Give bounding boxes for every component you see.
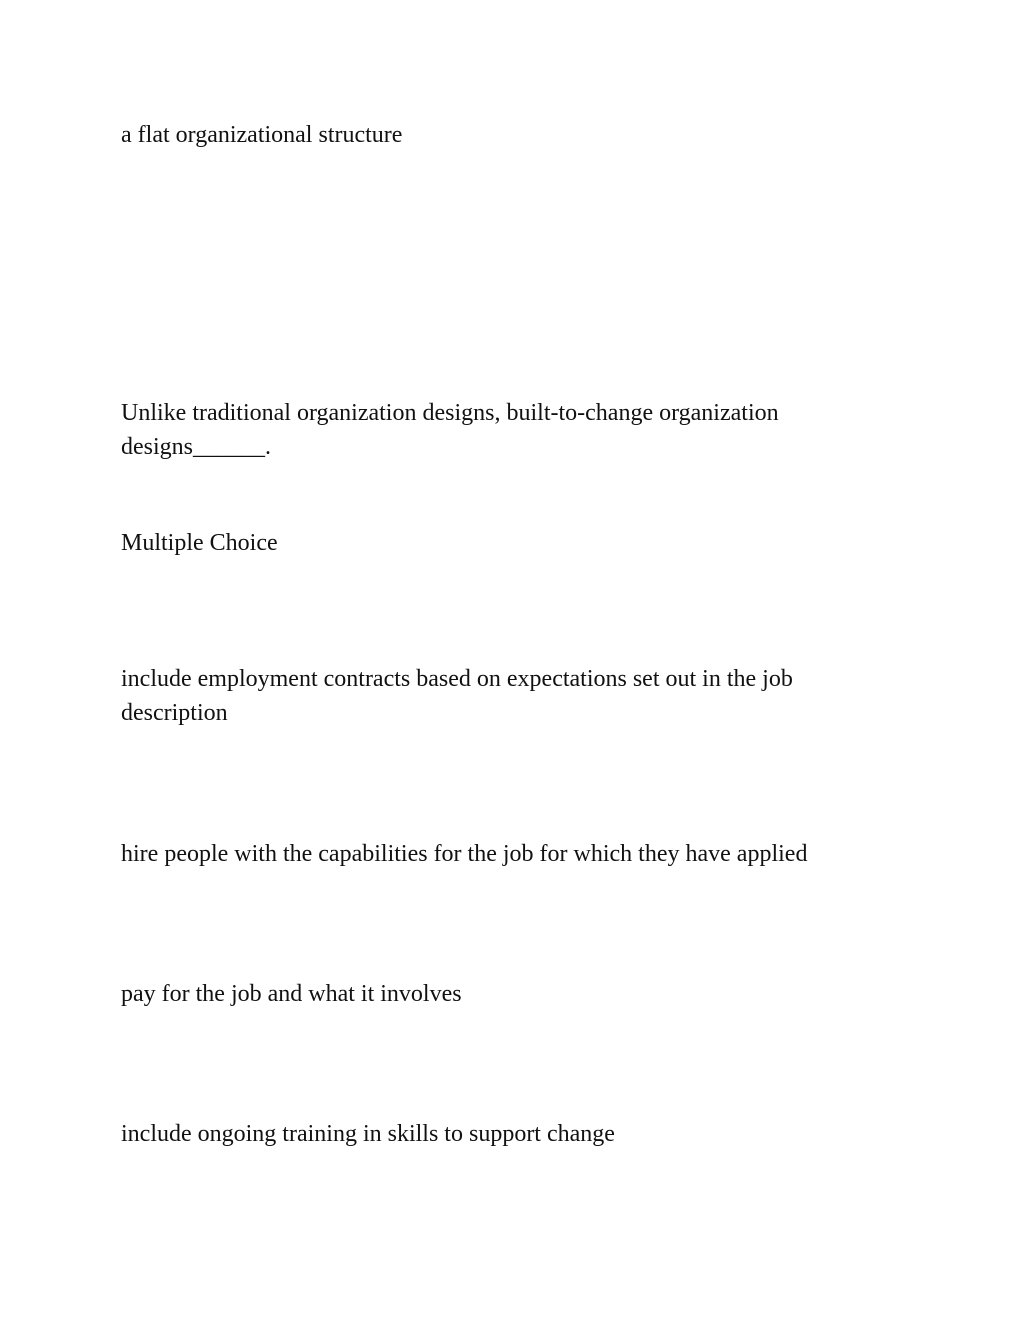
answer-option-2: hire people with the capabilities for the job for which they have applied (121, 841, 808, 867)
question-text: Unlike traditional organization designs, built-to-change organization designs______. (121, 400, 779, 460)
question-type-label: Multiple Choice (121, 530, 278, 556)
answer-option-1: include employment contracts based on expectations set out in the job description (121, 666, 793, 726)
answer-option-3: pay for the job and what it involves (121, 981, 462, 1007)
previous-answer-option: a flat organizational structure (121, 122, 403, 148)
answer-option-4: include ongoing training in skills to support change (121, 1121, 615, 1147)
